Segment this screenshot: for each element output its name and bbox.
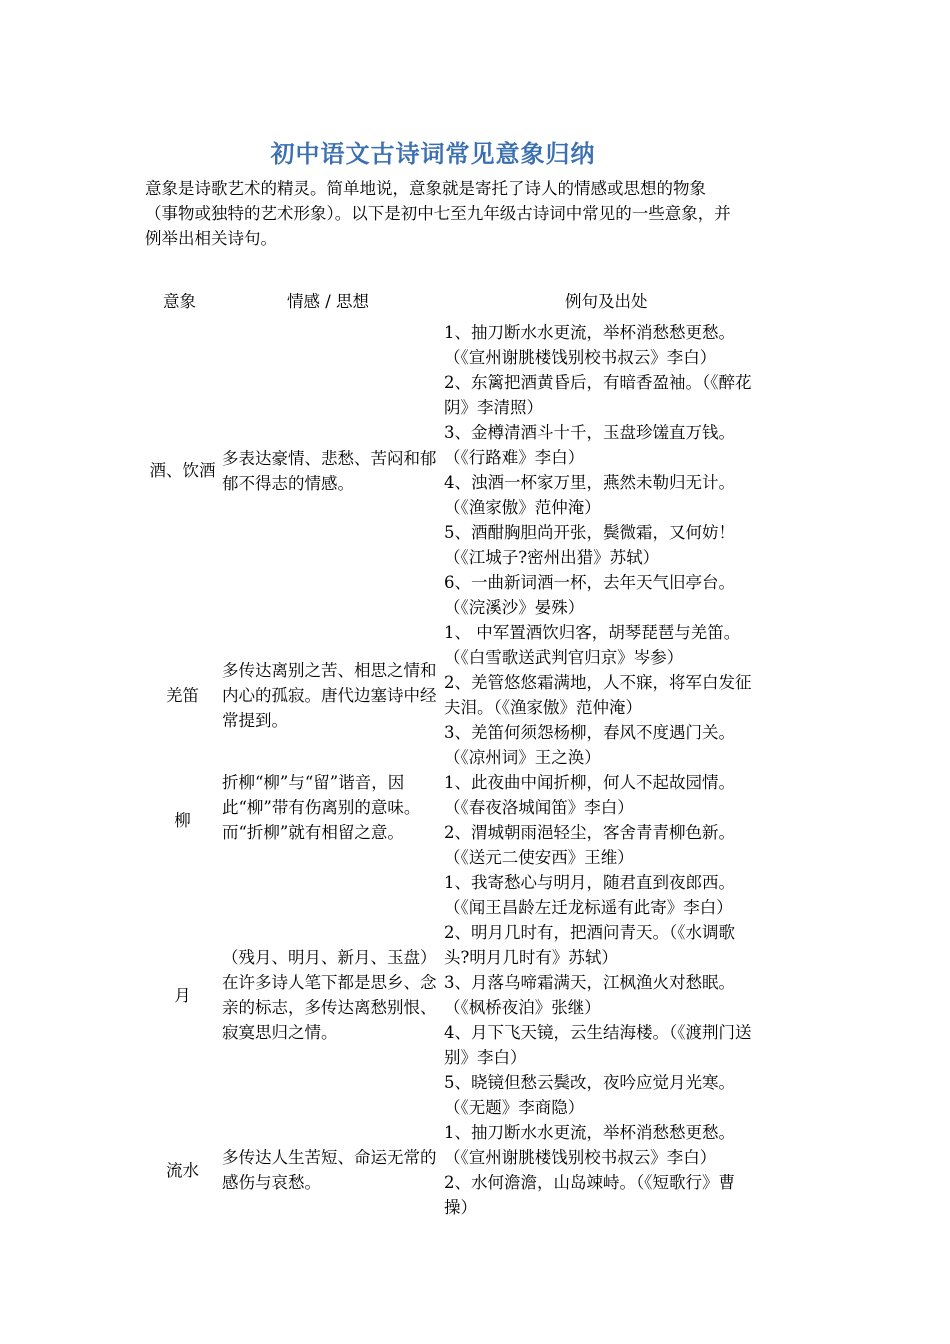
examples-cell — [444, 320, 789, 620]
example-line: （《送元二使安西》王维） — [444, 848, 634, 867]
example-line: 2、明月几时有，把酒问青天。（《水调歌 — [444, 923, 735, 942]
emotion-cell: 多传达离别之苦、相思之情和内心的孤寂。唐代边塞诗中经常提到。 — [222, 661, 437, 730]
example-line: 6、一曲新词酒一杯，去年天气旧亭台。 — [444, 573, 735, 592]
header-examples: 例句及出处 — [565, 292, 648, 311]
intro-line: 例举出相关诗句。 — [145, 229, 277, 248]
example-line: 2、羌管悠悠霜满地，人不寐，将军白发征 — [444, 673, 752, 692]
example-line: 3、月落乌啼霜满天，江枫渔火对愁眠。 — [444, 973, 735, 992]
example-line: （《宣州谢朓楼饯别校书叔云》李白） — [444, 1148, 717, 1167]
example-line: （《凉州词》王之涣） — [444, 748, 601, 767]
header-image: 意象 — [163, 292, 196, 311]
page-title: 初中语文古诗词常见意象归纳 — [270, 139, 596, 168]
example-line: 4、月下飞天镜，云生结海楼。（《渡荆门送 — [444, 1023, 752, 1042]
example-line: （《宣州谢朓楼饯别校书叔云》李白） — [444, 348, 717, 367]
examples-cell — [444, 770, 789, 870]
example-line: 头?明月几时有》苏轼） — [444, 948, 618, 967]
intro-line: （事物或独特的艺术形象）。以下是初中七至九年级古诗词中常见的一些意象，并 — [145, 204, 731, 223]
example-line: 1、此夜曲中闻折柳，何人不起故园情。 — [444, 773, 735, 792]
example-line: （《春夜洛城闻笛》李白） — [444, 798, 634, 817]
example-line: 1、 中军置酒饮归客，胡琴琵琶与羌笛。 — [444, 623, 741, 642]
example-line: 5、酒酣胸胆尚开张，鬓微霜，又何妨！ — [444, 523, 735, 542]
example-line: （《江城子?密州出猎》苏轼） — [444, 548, 660, 567]
example-line: 3、羌笛何须怨杨柳，春风不度遇门关。 — [444, 723, 735, 742]
emotion-cell: 多传达人生苦短、命运无常的感伤与哀愁。 — [222, 1148, 437, 1192]
example-line: 别》李白） — [444, 1048, 527, 1067]
example-line: 5、晓镜但愁云鬓改，夜吟应觉月光寒。 — [444, 1073, 735, 1092]
intro-line: 意象是诗歌艺术的精灵。简单地说，意象就是寄托了诗人的情感或思想的物象 — [145, 179, 706, 198]
examples-cell — [444, 1120, 789, 1220]
emotion-cell: （残月、明月、新月、玉盘）在许多诗人笔下都是思乡、念亲的标志，多传达离愁别恨、寂寞思归之情。 — [222, 948, 437, 1042]
header-emotion: 情感 / 思想 — [287, 292, 370, 311]
examples-cell — [444, 870, 789, 1120]
example-line: 1、抽刀断水水更流，举杯消愁愁更愁。 — [444, 1123, 735, 1142]
example-line: 2、东篱把酒黄昏后，有暗香盈袖。（《醉花 — [444, 373, 752, 392]
emotion-cell: 折柳“柳”与“留”谐音，因此“柳”带有伤离别的意味。而“折柳”就有相留之意。 — [222, 773, 421, 842]
example-line: 3、金樽清酒斗十千，玉盘珍馐直万钱。 — [444, 423, 735, 442]
example-line: （《行路难》李白） — [444, 448, 585, 467]
image-cell: 柳 — [174, 811, 191, 830]
example-line: 夫泪。（《渔家傲》范仲淹） — [444, 698, 642, 717]
example-line: 4、浊酒一杯家万里，燕然未勒归无计。 — [444, 473, 735, 492]
example-line: （《枫桥夜泊》张继） — [444, 998, 601, 1017]
intro-paragraph — [145, 176, 815, 251]
example-line: （《闻王昌龄左迁龙标遥有此寄》李白） — [444, 898, 733, 917]
image-cell: 流水 — [166, 1161, 199, 1180]
image-cell: 月 — [174, 986, 191, 1005]
example-line: 1、我寄愁心与明月，随君直到夜郎西。 — [444, 873, 735, 892]
emotion-cell: 多表达豪情、悲愁、苦闷和郁郁不得志的情感。 — [222, 449, 437, 493]
image-cell: 酒、饮酒 — [149, 461, 216, 480]
example-line: 2、水何澹澹，山岛竦峙。（《短歌行》曹 — [444, 1173, 735, 1192]
image-cell: 羌笛 — [166, 686, 199, 705]
example-line: （《渔家傲》范仲淹） — [444, 498, 601, 517]
example-line: （《白雪歌送武判官归京》岑参） — [444, 648, 684, 667]
examples-cell — [444, 620, 789, 770]
example-line: 2、渭城朝雨浥轻尘，客舍青青柳色新。 — [444, 823, 735, 842]
example-line: 1、抽刀断水水更流，举杯消愁愁更愁。 — [444, 323, 735, 342]
example-line: 操） — [444, 1198, 477, 1217]
example-line: 阴》李清照） — [444, 398, 543, 417]
example-line: （《无题》李商隐） — [444, 1098, 585, 1117]
example-line: （《浣溪沙》晏殊） — [444, 598, 585, 617]
